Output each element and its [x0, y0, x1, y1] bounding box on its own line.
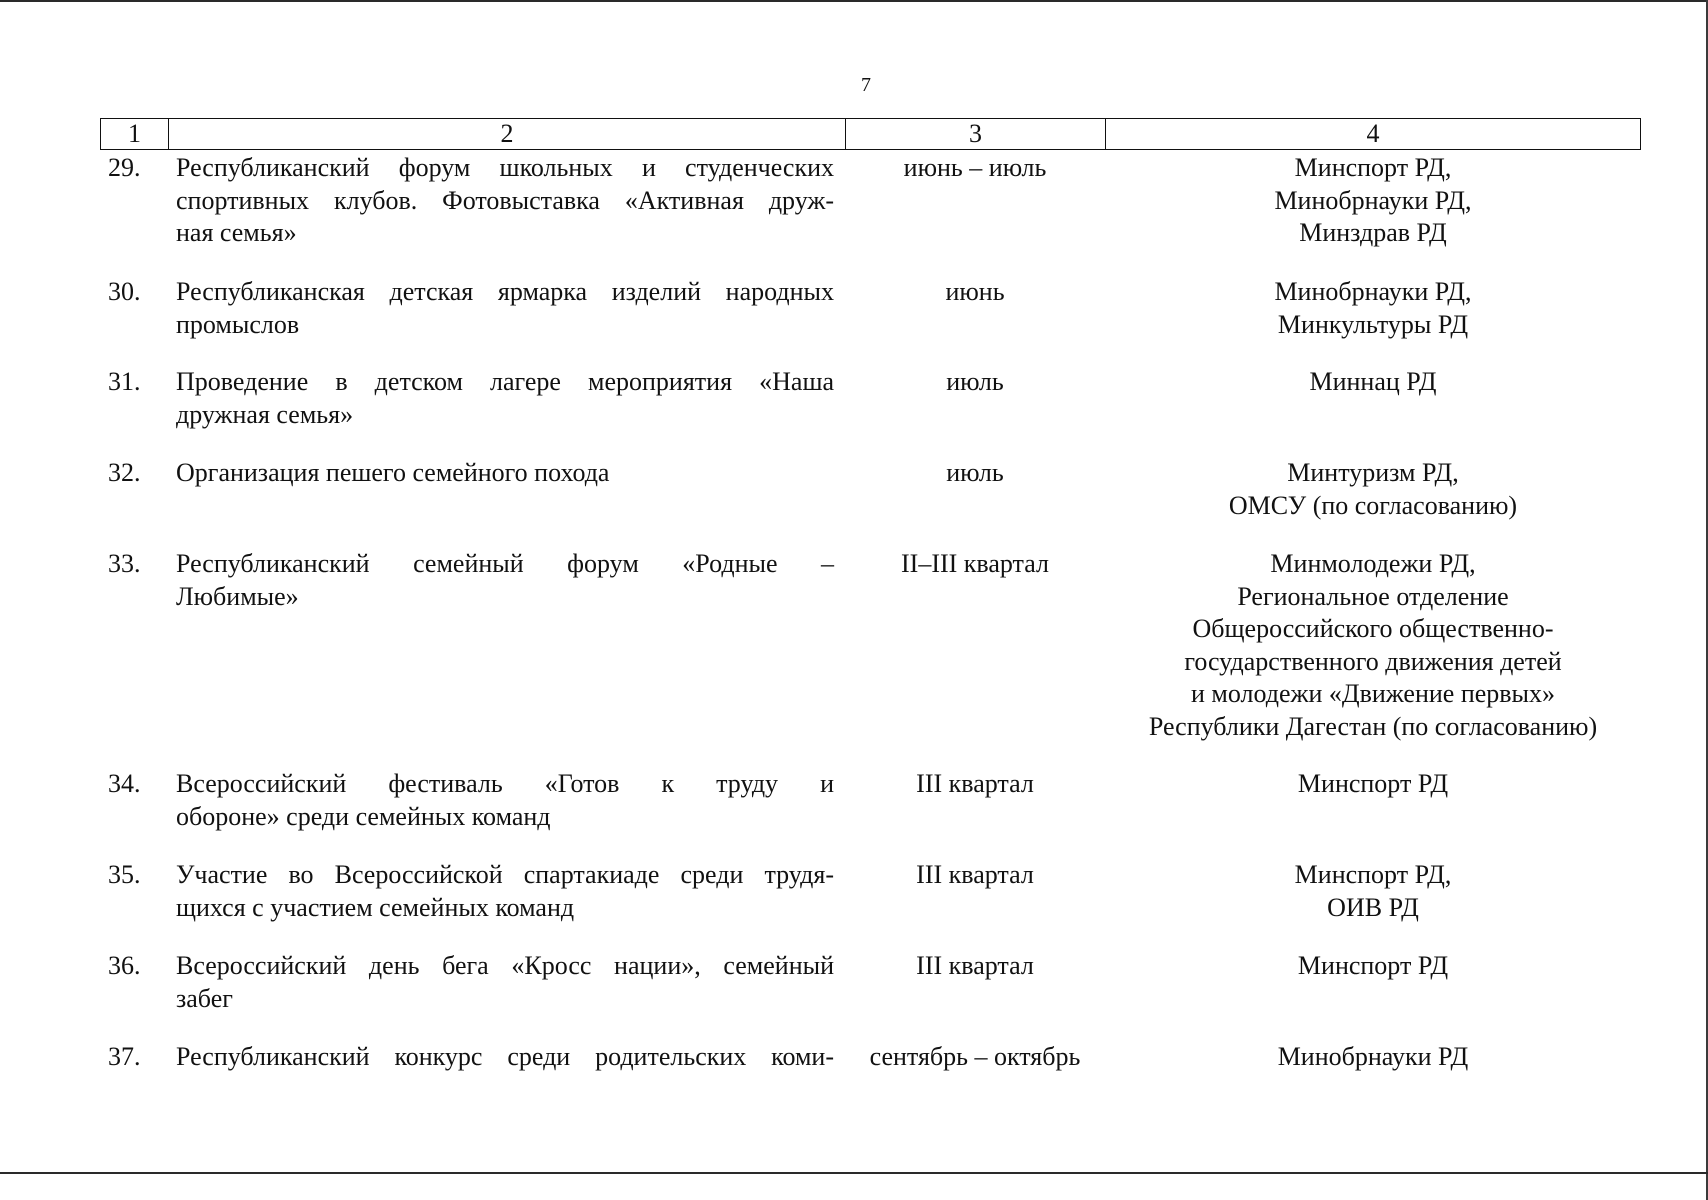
responsible-line: Минздрав РД	[1299, 218, 1447, 247]
event-title	[176, 768, 834, 833]
responsible-line: и молодежи «Движение первых»	[1190, 679, 1556, 708]
responsible-line: Минобрнауки РД,	[1274, 185, 1472, 215]
responsible-line: Минобрнауки РД	[1277, 1042, 1469, 1071]
event-title-line: Всероссийский день бега «Кросс нации», семейный	[176, 951, 834, 980]
event-title-line: ная семья»	[176, 218, 297, 247]
responsible-line: Минспорт РД	[1297, 769, 1449, 798]
event-title-line: забег	[176, 983, 233, 1013]
event-title	[176, 859, 834, 924]
responsible-line: Республики Дагестан (по согласованию)	[1148, 711, 1598, 741]
event-title-line: Республиканская детская ярмарка изделий народных	[176, 277, 834, 306]
event-period: июнь – июль	[903, 153, 1047, 182]
responsible-line: Минспорт РД,	[1294, 860, 1452, 889]
responsible-line: Минспорт РД	[1297, 951, 1449, 980]
responsible-line: ОМСУ (по согласованию)	[1228, 490, 1518, 520]
responsible-parties	[1105, 1041, 1641, 1074]
responsible-parties	[1105, 457, 1641, 522]
event-title	[176, 457, 834, 490]
event-period: июль	[946, 458, 1004, 487]
header-col-4: 4	[1366, 119, 1380, 148]
responsible-line: Минспорт РД,	[1294, 153, 1452, 182]
responsible-line: Минобрнауки РД,	[1274, 277, 1472, 306]
row-number: 34.	[108, 769, 141, 798]
event-period: III квартал	[916, 860, 1034, 889]
row-number: 30.	[108, 277, 141, 306]
responsible-line: Миннац РД	[1309, 367, 1437, 396]
responsible-parties	[1105, 152, 1641, 250]
event-title-line: Любимые»	[176, 581, 299, 611]
responsible-line: ОИВ РД	[1327, 892, 1419, 922]
responsible-line: Общероссийского общественно-	[1192, 614, 1554, 643]
responsible-line: Минмолодежи РД,	[1270, 549, 1476, 578]
row-number: 32.	[108, 458, 141, 487]
event-period: III квартал	[916, 951, 1034, 980]
event-title-line: Республиканский конкурс среди родительских коми-	[176, 1042, 834, 1071]
responsible-parties	[1105, 768, 1641, 801]
responsible-line: Минкультуры РД	[1277, 309, 1469, 339]
responsible-parties	[1105, 276, 1641, 341]
row-number: 36.	[108, 951, 141, 980]
event-title-line: дружная семья»	[176, 399, 354, 429]
event-title	[176, 276, 834, 341]
responsible-line: государственного движения детей	[1184, 646, 1562, 676]
row-number: 31.	[108, 367, 141, 396]
header-col-1: 1	[101, 119, 169, 149]
event-period: июнь	[945, 277, 1005, 306]
responsible-line: Региональное отделение	[1237, 581, 1509, 611]
table-header	[100, 118, 1641, 150]
event-title-line: спортивных клубов. Фотовыставка «Активная друж-	[176, 185, 834, 215]
responsible-parties	[1105, 859, 1641, 924]
event-period: III квартал	[916, 769, 1034, 798]
event-title-line: Участие во Всероссийской спартакиаде среди трудя-	[176, 860, 834, 889]
scan-edge-bottom	[0, 1172, 1708, 1174]
event-title-line: Республиканский семейный форум «Родные –	[176, 549, 834, 578]
event-title	[176, 548, 834, 613]
scan-edge-top	[0, 0, 1708, 2]
page-number: 7	[861, 74, 871, 96]
responsible-parties	[1105, 950, 1641, 983]
event-period: II–III квартал	[901, 549, 1049, 578]
event-title	[176, 1041, 834, 1074]
event-title-line: Всероссийский фестиваль «Готов к труду и	[176, 769, 834, 798]
event-title-line: Проведение в детском лагере мероприятия «Наша	[176, 367, 834, 396]
row-number: 37.	[108, 1042, 141, 1071]
event-title-line: промыслов	[176, 309, 300, 339]
event-title-line: щихся с участием семейных команд	[176, 892, 575, 922]
responsible-line: Минтуризм РД,	[1287, 458, 1459, 487]
responsible-parties	[1105, 366, 1641, 399]
header-col-3: 3	[846, 119, 1106, 149]
header-col-2: 2	[169, 119, 846, 149]
row-number: 33.	[108, 549, 141, 578]
event-title	[176, 152, 834, 250]
event-title-line: обороне» среди семейных команд	[176, 801, 551, 831]
event-title	[176, 950, 834, 1015]
event-period: июль	[946, 367, 1004, 396]
event-title	[176, 366, 834, 431]
event-title-line: Республиканский форум школьных и студенческих	[176, 153, 834, 182]
row-number: 29.	[108, 153, 141, 182]
event-period: сентябрь – октябрь	[869, 1042, 1081, 1071]
row-number: 35.	[108, 860, 141, 889]
event-title-line: Организация пешего семейного похода	[176, 458, 610, 487]
responsible-parties	[1105, 548, 1641, 743]
